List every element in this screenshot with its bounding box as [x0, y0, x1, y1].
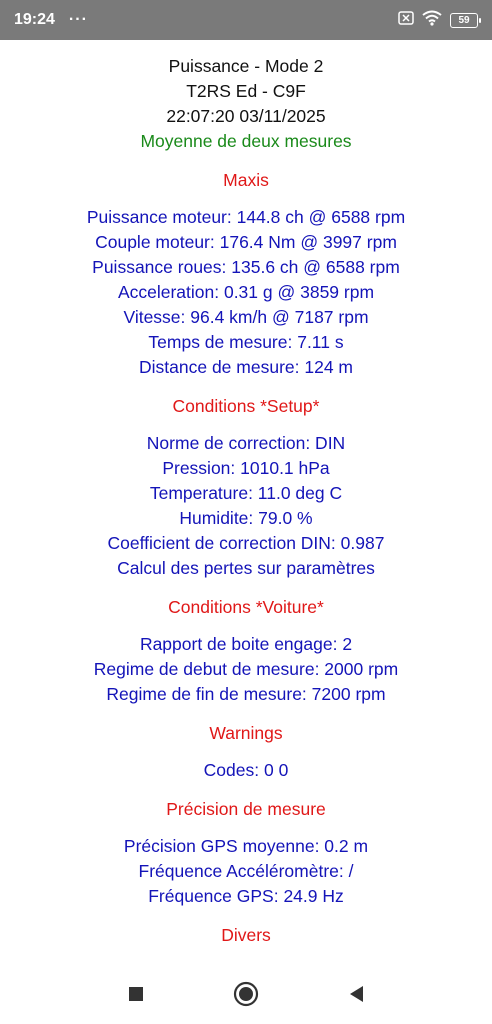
header-block [0, 40, 492, 154]
list-item: Distance de mesure: 124 m [139, 357, 353, 377]
navigation-bar [0, 964, 492, 1024]
more-notifications-icon: ··· [68, 11, 88, 28]
list-item: Pression: 1010.1 hPa [162, 458, 330, 478]
list-item: Rapport de boite engage: 2 [139, 634, 353, 654]
status-bar [0, 0, 492, 40]
section-title-warnings: Warnings [209, 723, 283, 743]
list-item: Calcul des pertes sur paramètres [117, 558, 375, 578]
section-title-setup: Conditions *Setup* [172, 396, 320, 416]
square-icon [128, 986, 144, 1002]
voiture-list [0, 632, 492, 707]
back-triangle-icon [348, 985, 364, 1003]
recents-button[interactable] [121, 979, 151, 1009]
list-item: Temps de mesure: 7.11 s [148, 332, 344, 352]
list-item: Acceleration: 0.31 g @ 3859 rpm [117, 282, 375, 302]
list-item: Norme de correction: DIN [146, 433, 346, 453]
page-title: Puissance - Mode 2 [168, 56, 324, 76]
back-button[interactable] [341, 979, 371, 1009]
wifi-icon [422, 10, 442, 31]
section-title-divers: Divers [221, 925, 271, 945]
home-button[interactable] [231, 979, 261, 1009]
section-title-precision: Précision de mesure [166, 799, 326, 819]
sim-x-icon [398, 11, 414, 30]
setup-list [0, 431, 492, 581]
list-item: Puissance moteur: 144.8 ch @ 6588 rpm [86, 207, 406, 227]
home-circle-icon [233, 981, 259, 1007]
list-item: Fréquence Accéléromètre: / [138, 861, 354, 881]
warnings-list [0, 758, 492, 783]
results-panel [0, 40, 492, 964]
list-item: Regime de fin de mesure: 7200 rpm [106, 684, 386, 704]
battery-icon: 59 [450, 13, 478, 28]
list-item: Précision GPS moyenne: 0.2 m [123, 836, 369, 856]
list-item: Humidite: 79.0 % [179, 508, 313, 528]
precision-list [0, 834, 492, 909]
list-item: Coefficient de correction DIN: 0.987 [107, 533, 385, 553]
measurement-datetime: 22:07:20 03/11/2025 [166, 106, 326, 126]
list-item: Puissance roues: 135.6 ch @ 6588 rpm [92, 257, 400, 277]
list-item: Couple moteur: 176.4 Nm @ 3997 rpm [95, 232, 397, 252]
list-item: Temperature: 11.0 deg C [149, 483, 343, 503]
list-item: Regime de debut de mesure: 2000 rpm [93, 659, 399, 679]
list-item: Codes: 0 0 [203, 760, 289, 780]
maxis-list [0, 205, 492, 380]
average-note: Moyenne de deux mesures [140, 131, 352, 151]
list-item: Vitesse: 96.4 km/h @ 7187 rpm [123, 307, 369, 327]
section-title-voiture: Conditions *Voiture* [168, 597, 324, 617]
status-time: 19:24 [14, 11, 55, 28]
section-title-maxis: Maxis [223, 170, 269, 190]
vehicle-name: T2RS Ed - C9F [186, 81, 306, 101]
list-item: Fréquence GPS: 24.9 Hz [148, 886, 344, 906]
